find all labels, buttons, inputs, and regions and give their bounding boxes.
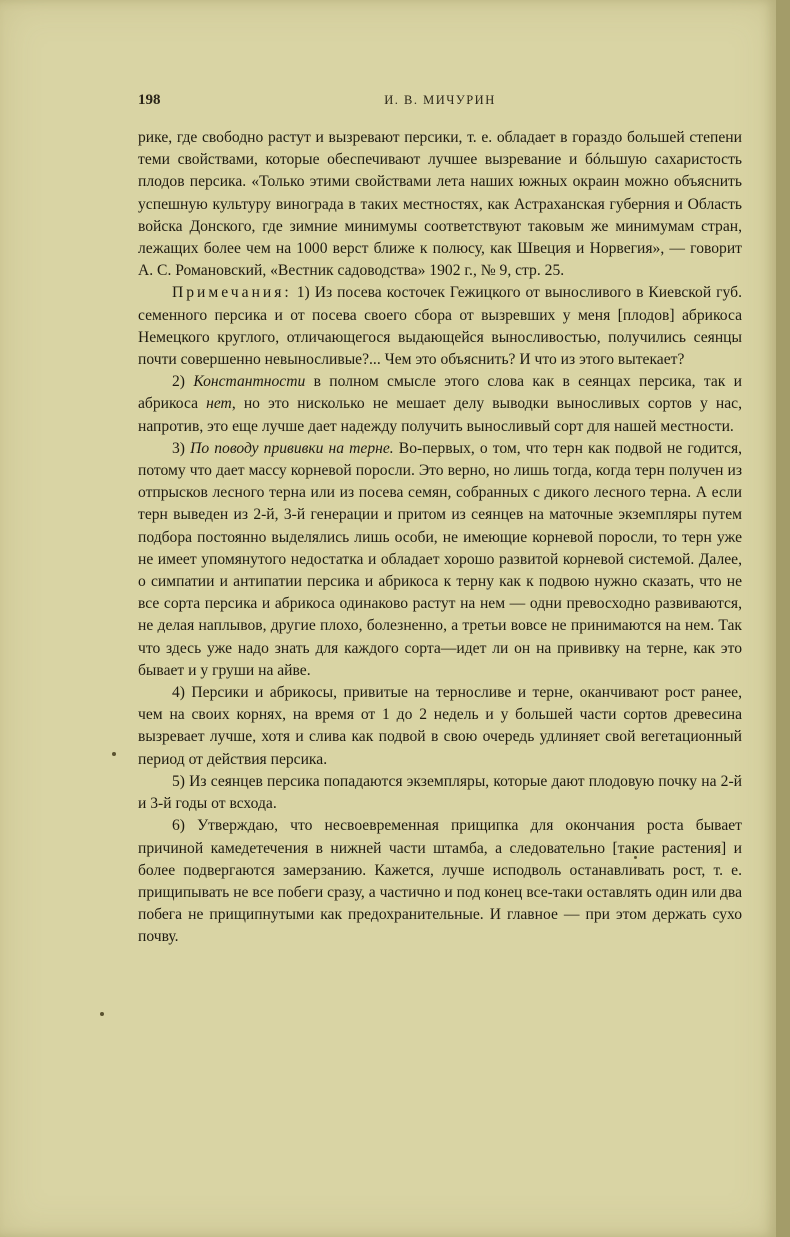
- paragraph-1-text: рике, где свободно растут и вызревают персики, т. е. обладает в гораздо большей степени теми свойствами, которые обеспечивают лучшее вызревание и бóльшую сахаристость плодов персика. «Только этими свойствами лета наших южных окраин можно объяснить успешную культуру винограда в таких местностях, как Астраханская губерния и Область войска Донского, где зимние минимумы соответствуют таковым же минимумам стран, лежащих более чем на 1000 верст ближе к полюсу, как Швеция и Норвегия», — говорит А. С. Романовский, «Вестник садоводства» 1902 г., № 9, стр. 25.: [138, 129, 742, 280]
- note-2-emphasis: Константности: [193, 373, 306, 391]
- note-2-text-a: в полном смысле этого слова как в сеянцах персика, так и абрикоса: [138, 373, 743, 413]
- paragraph-note-5: [138, 771, 742, 815]
- note-4-text: 4) Персики и абрикосы, привитые на терносливе и терне, оканчивают рост ранее, чем на своих корнях, на время от 1 до 2 недель и у большей части сортов древесина вызревает лучше, хотя и слива как подвой в свою очередь удлиняет свой вегетационный период от действия персика.: [138, 684, 742, 768]
- page-number: 198: [138, 92, 161, 108]
- paragraph-note-4: [138, 682, 742, 771]
- note-1-text: 1) Из посева косточек Гежицкого от выносливого в Киевской губ. семенного персика и от посева своего сбора от вызревших у меня [плодов] абрикоса Немецкого круглого, отличающегося выдающейся выносливостью, получились сеянцы почти совершенно невыносливые?... Чем это объяснить? И что из этого вытекает?: [138, 284, 742, 369]
- note-3-emphasis: По поводу прививки на терне.: [190, 439, 394, 457]
- note-2-text-b: , но это нисколько не мешает делу выводки выносливых сортов у нас, напротив, это еще лучше дает надежду получить выносливый сорт для нашей местности.: [138, 395, 742, 435]
- page-edge: [776, 0, 790, 1237]
- notes-label: Примечания:: [172, 284, 292, 302]
- running-head: И. В. МИЧУРИН: [384, 93, 496, 107]
- margin-speck: [112, 752, 116, 756]
- note-3-text: Во-первых, о том, что терн как подвой не годится, потому что дает массу корневой поросли. Это верно, но лишь тогда, когда терн получен из отпрысков лесного терна или из посева семян, собранных с дикого лесного терна. А если терн выведен из 2-й, 3-й генерации и притом из сеянцев на маточные экземпляры путем подбора постоянно выделялись лишь особи, не имеющие корневой поросли, то терн уже не имеет упомянутого недостатка и обладает хорошо развитой корневой системой. Далее, о симпатии и антипатии персика и абрикоса к терну как к подвою нужно сказать, что не все сорта персика и абрикоса одинаково растут на нем — одни превосходно развиваются, не делая наплывов, другие плохо, болезненно, а третьи вовсе не принимаются на нем. Так что здесь уже надо знать для каждого сорта—идет ли он на прививку на терне, как это бывает и у груши на айве.: [138, 439, 743, 679]
- page-header: [138, 92, 742, 114]
- note-2-emphasis-2: нет: [206, 395, 232, 413]
- note-3-number: 3): [172, 439, 191, 457]
- margin-speck: [100, 1012, 104, 1016]
- paragraph-note-6: [138, 815, 742, 948]
- note-5-text: 5) Из сеянцев персика попадаются экземпляры, которые дают плодовую почку на 2-й и 3-й годы от всхода.: [138, 772, 742, 813]
- note-6-text: 6) Утверждаю, что несвоевременная прищипка для окончания роста бывает причиной камедетечения в нижней части штамба, а следовательно [такие растения] и более подвергаются замерзанию. Кажется, лучше исподволь останавливать рост, т. е. прищипывать не все побеги сразу, а частично и под конец все-таки оставлять один или два побега не прищипнутыми как предохранительные. И главное — при этом держать сухо почву.: [138, 817, 742, 946]
- paragraph-1: [138, 127, 742, 282]
- note-2-number: 2): [172, 373, 194, 391]
- paragraph-notes: [138, 282, 742, 371]
- paragraph-note-3: [138, 438, 742, 682]
- paragraph-note-2: [138, 371, 742, 438]
- body-text: [138, 127, 742, 949]
- page-speck: [634, 856, 637, 859]
